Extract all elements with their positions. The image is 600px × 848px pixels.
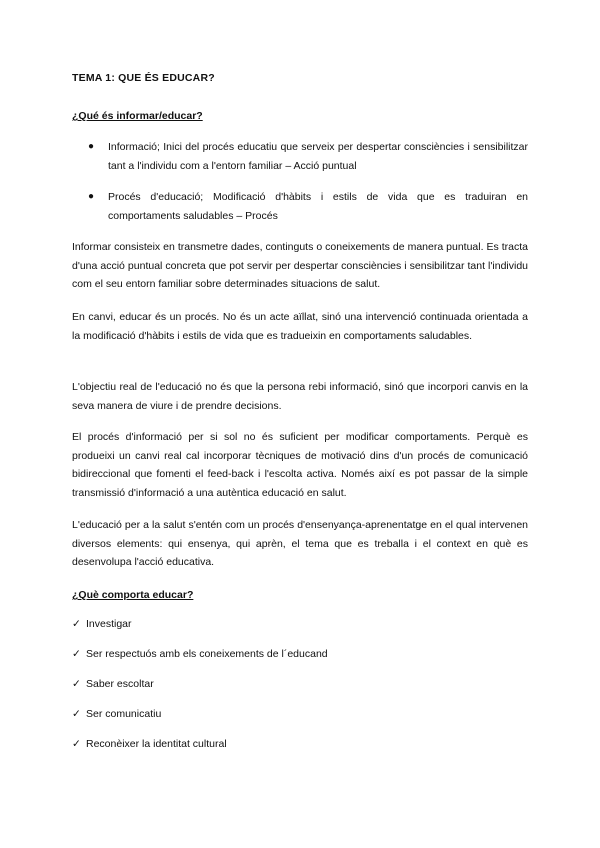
checklist-item: [72, 647, 328, 661]
bullet-text: Informació; Inici del procés educatiu que serveix per despertar consciències i sensibilitzar tant a l'individu com a l'entorn familiar – Acció puntual: [108, 141, 528, 172]
checklist-item-text: Ser respectuós amb els coneixements de l´educand: [86, 648, 328, 660]
checklist-item: [72, 617, 132, 631]
checklist-item-text: Reconèixer la identitat cultural: [86, 738, 227, 750]
bullet-item-information: [72, 138, 528, 175]
checkmark-icon: ✓: [72, 618, 81, 630]
checklist-item-text: Saber escoltar: [86, 678, 154, 690]
paragraph-educate-process: En canvi, educar és un procés. No és un acte aïllat, sinó una intervenció continuada orientada a la modificació d'hàbits i estils de vida que es tradueixin en comportaments saludables.: [72, 311, 528, 342]
checkmark-icon: ✓: [72, 648, 81, 660]
paragraph-inform-definition: Informar consisteix en transmetre dades, continguts o coneixements de manera puntual. Es tracta d'una acció puntual concreta que pot servir per despertar consciències i sensibilitzar tant l'individu com el seu entorn familiar sobre determinades situacions de salut.: [72, 241, 528, 290]
checklist-item-text: Investigar: [86, 618, 132, 630]
checkmark-icon: ✓: [72, 738, 81, 750]
checkmark-icon: ✓: [72, 678, 81, 690]
checklist-item: [72, 677, 154, 691]
paragraph-health-education: L'educació per a la salut s'entén com un procés d'ensenyança-aprenentatge en el qual intervenen diversos elements: qui ensenya, qui aprèn, el tema que es treballa i el context en què es desenvolupa l'acció educativa.: [72, 519, 528, 568]
checklist-item-text: Ser comunicatiu: [86, 708, 162, 720]
document-title: TEMA 1: QUE ÉS EDUCAR?: [72, 72, 215, 84]
section-heading-inform-educate: ¿Qué és informar/educar?: [72, 110, 203, 122]
section-heading-what-educating-involves: ¿Què comporta educar?: [72, 589, 194, 601]
checklist-item: [72, 707, 161, 721]
bullet-item-education-process: [72, 188, 528, 225]
paragraph-real-objective: L'objectiu real de l'educació no és que la persona rebi informació, sinó que incorpori canvis en la seva manera de viure i de prendre decisions.: [72, 381, 528, 412]
bullet-dot-icon: ●: [88, 141, 95, 152]
checklist-item: [72, 737, 227, 751]
paragraph-information-insufficient: El procés d'informació per si sol no és suficient per modificar comportaments. Perquè es produeixi un canvi real cal incorporar tècniques de motivació dins d'un procés de comunicació bidireccional que fomenti el feed-back i l'escolta activa. Només així es pot passar de la simple transmissió d'informació a una autèntica educació en salut.: [72, 431, 528, 499]
checkmark-icon: ✓: [72, 708, 81, 720]
definition-bullet-list: [72, 138, 528, 238]
bullet-text: Procés d'educació; Modificació d'hàbits i estils de vida que es traduiran en comportaments saludables – Procés: [108, 191, 528, 222]
bullet-dot-icon: ●: [88, 191, 95, 202]
